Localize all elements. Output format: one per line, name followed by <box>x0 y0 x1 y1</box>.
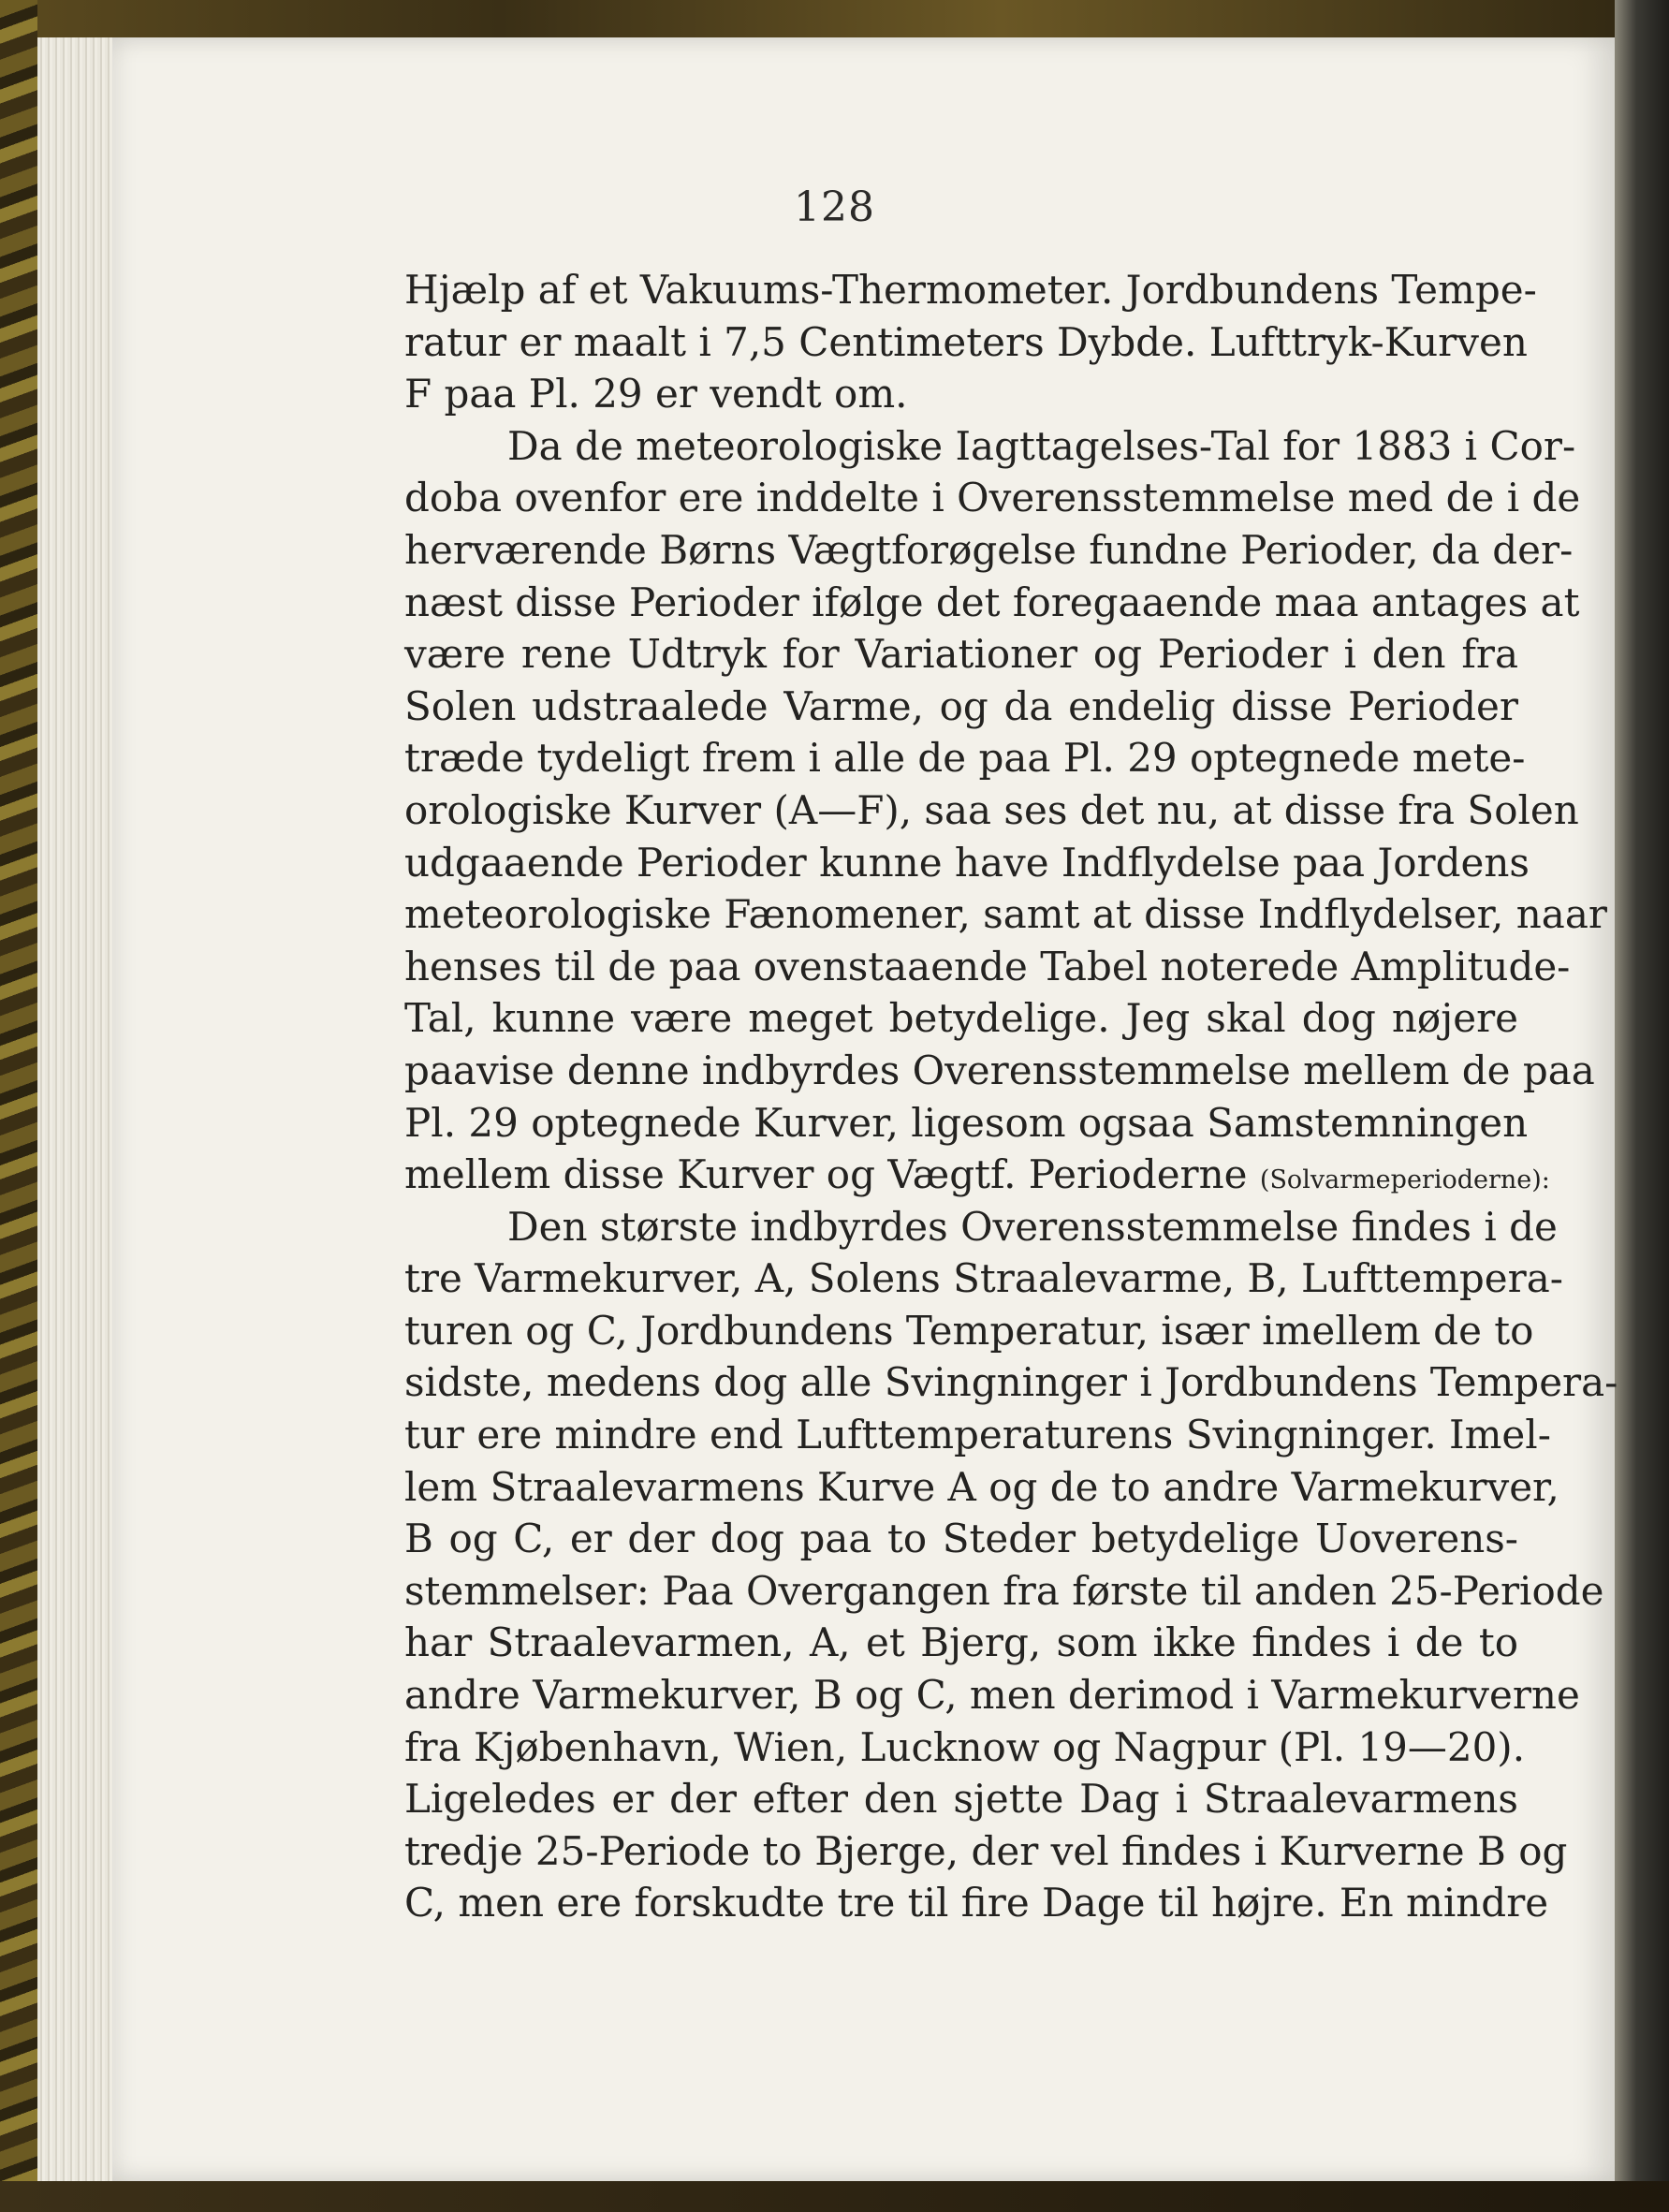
text-line <box>404 1825 1568 1878</box>
text-line-content: F paa Pl. 29 er vendt om. <box>404 371 908 417</box>
text-line-content: orologiske Kurver (A—F), saa ses det nu, at disse fra Solen <box>404 786 1579 833</box>
text-line-content: Solen udstraalede Varme, og da endelig disse Perioder <box>404 682 1518 729</box>
text-line <box>404 1669 1580 1721</box>
text-line <box>404 368 1518 420</box>
text-line <box>404 1045 1595 1097</box>
text-line-content: stemmelser: Paa Overgangen fra første til anden 25-Periode <box>404 1567 1604 1614</box>
page-stack-edge <box>37 37 112 2190</box>
text-line <box>404 577 1580 629</box>
book-gutter <box>1615 0 1669 2212</box>
text-line <box>404 1565 1604 1618</box>
text-line <box>404 316 1528 369</box>
page-number: 128 <box>794 183 875 231</box>
text-line-content: lem Straalevarmens Kurve A og de to andre Varmekurver, <box>404 1463 1559 1510</box>
text-line-content: udgaaende Perioder kunne have Indflydelse paa Jordens <box>404 839 1530 886</box>
text-line <box>404 1356 1618 1409</box>
text-line-content: tur ere mindre end Lufttemperaturens Svingninger. Imel- <box>404 1412 1551 1458</box>
text-line <box>404 1513 1518 1565</box>
text-line <box>404 941 1571 993</box>
text-line-content: Da de meteorologiske Iagttagelses-Tal for 1883 i Cor- <box>507 422 1576 469</box>
text-line-content: næst disse Perioder ifølge det foregaaende maa antages at <box>404 579 1580 625</box>
text-line <box>404 1877 1549 1929</box>
text-line-content: C, men ere forskudte tre til fire Dage til højre. En mindre <box>404 1880 1549 1926</box>
text-line-content: turen og C, Jordbundens Temperatur, især imellem de to <box>404 1307 1534 1354</box>
text-line-content: ratur er maalt i 7,5 Centimeters Dybde. Lufttryk-Kurven <box>404 318 1528 365</box>
text-line-content: har Straalevarmen, A, et Bjerg, som ikke findes i de to <box>404 1619 1518 1666</box>
small-text: (Solvarmeperioderne): <box>1259 1165 1550 1195</box>
book-top-edge <box>0 0 1669 37</box>
text-line <box>404 420 1576 473</box>
text-line-content: doba ovenfor ere inddelte i Overensstemmelse med de i de <box>404 475 1581 521</box>
text-line <box>404 472 1581 524</box>
text-line-content: træde tydeligt frem i alle de paa Pl. 29 optegnede mete- <box>404 735 1526 782</box>
text-line-content: Den største indbyrdes Overensstemmelse findes i de <box>507 1203 1558 1250</box>
text-line <box>404 732 1526 784</box>
text-line <box>404 1305 1534 1357</box>
text-line-content: tredje 25-Periode to Bjerge, der vel findes i Kurverne B og <box>404 1827 1568 1874</box>
text-line-content: Hjælp af et Vakuums-Thermometer. Jordbundens Tempe- <box>404 267 1537 313</box>
text-line <box>404 1149 1550 1201</box>
text-line <box>404 784 1579 837</box>
text-line <box>404 992 1518 1045</box>
text-line <box>404 264 1537 316</box>
book-bottom-edge <box>0 2181 1669 2212</box>
text-line <box>404 1252 1563 1305</box>
text-line <box>404 1409 1551 1461</box>
text-line-content: fra Kjøbenhavn, Wien, Lucknow og Nagpur (Pl. 19—20). <box>404 1723 1526 1770</box>
text-line-content: henses til de paa ovenstaaende Tabel noterede Amplitude- <box>404 943 1571 989</box>
book-cover-edge <box>0 0 37 2212</box>
text-line-content: Tal, kunne være meget betydelige. Jeg skal dog nøjere <box>404 995 1518 1042</box>
text-line <box>404 681 1518 733</box>
text-line <box>404 628 1518 681</box>
text-line <box>404 888 1607 941</box>
text-line <box>404 1461 1559 1514</box>
text-line-content: B og C, er der dog paa to Steder betydelige Uoverens- <box>404 1516 1518 1562</box>
text-line-content: sidste, medens dog alle Svingninger i Jordbundens Tempera- <box>404 1359 1618 1406</box>
text-line <box>404 1773 1518 1825</box>
text-line-content: Pl. 29 optegnede Kurver, ligesom ogsaa Samstemningen <box>404 1099 1529 1146</box>
text-line-content: herværende Børns Vægtforøgelse fundne Perioder, da der- <box>404 526 1574 573</box>
text-line-content: mellem disse Kurver og Vægtf. Perioderne <box>404 1151 1248 1198</box>
text-line <box>404 524 1574 577</box>
text-line-content: andre Varmekurver, B og C, men derimod i Varmekurverne <box>404 1672 1580 1719</box>
text-line-content: være rene Udtryk for Variationer og Perioder i den fra <box>404 631 1518 678</box>
text-line-content: Ligeledes er der efter den sjette Dag i Straalevarmens <box>404 1776 1518 1823</box>
text-line-content: meteorologiske Fænomener, samt at disse Indflydelser, naar <box>404 891 1607 938</box>
text-line <box>404 1201 1558 1253</box>
body-text <box>404 264 1618 1929</box>
text-line-content: tre Varmekurver, A, Solens Straalevarme, B, Lufttempera- <box>404 1255 1563 1302</box>
text-line <box>404 837 1530 889</box>
text-line-content: paavise denne indbyrdes Overensstemmelse mellem de paa <box>404 1047 1595 1093</box>
text-line <box>404 1721 1526 1774</box>
text-line <box>404 1097 1529 1150</box>
text-line <box>404 1617 1518 1669</box>
